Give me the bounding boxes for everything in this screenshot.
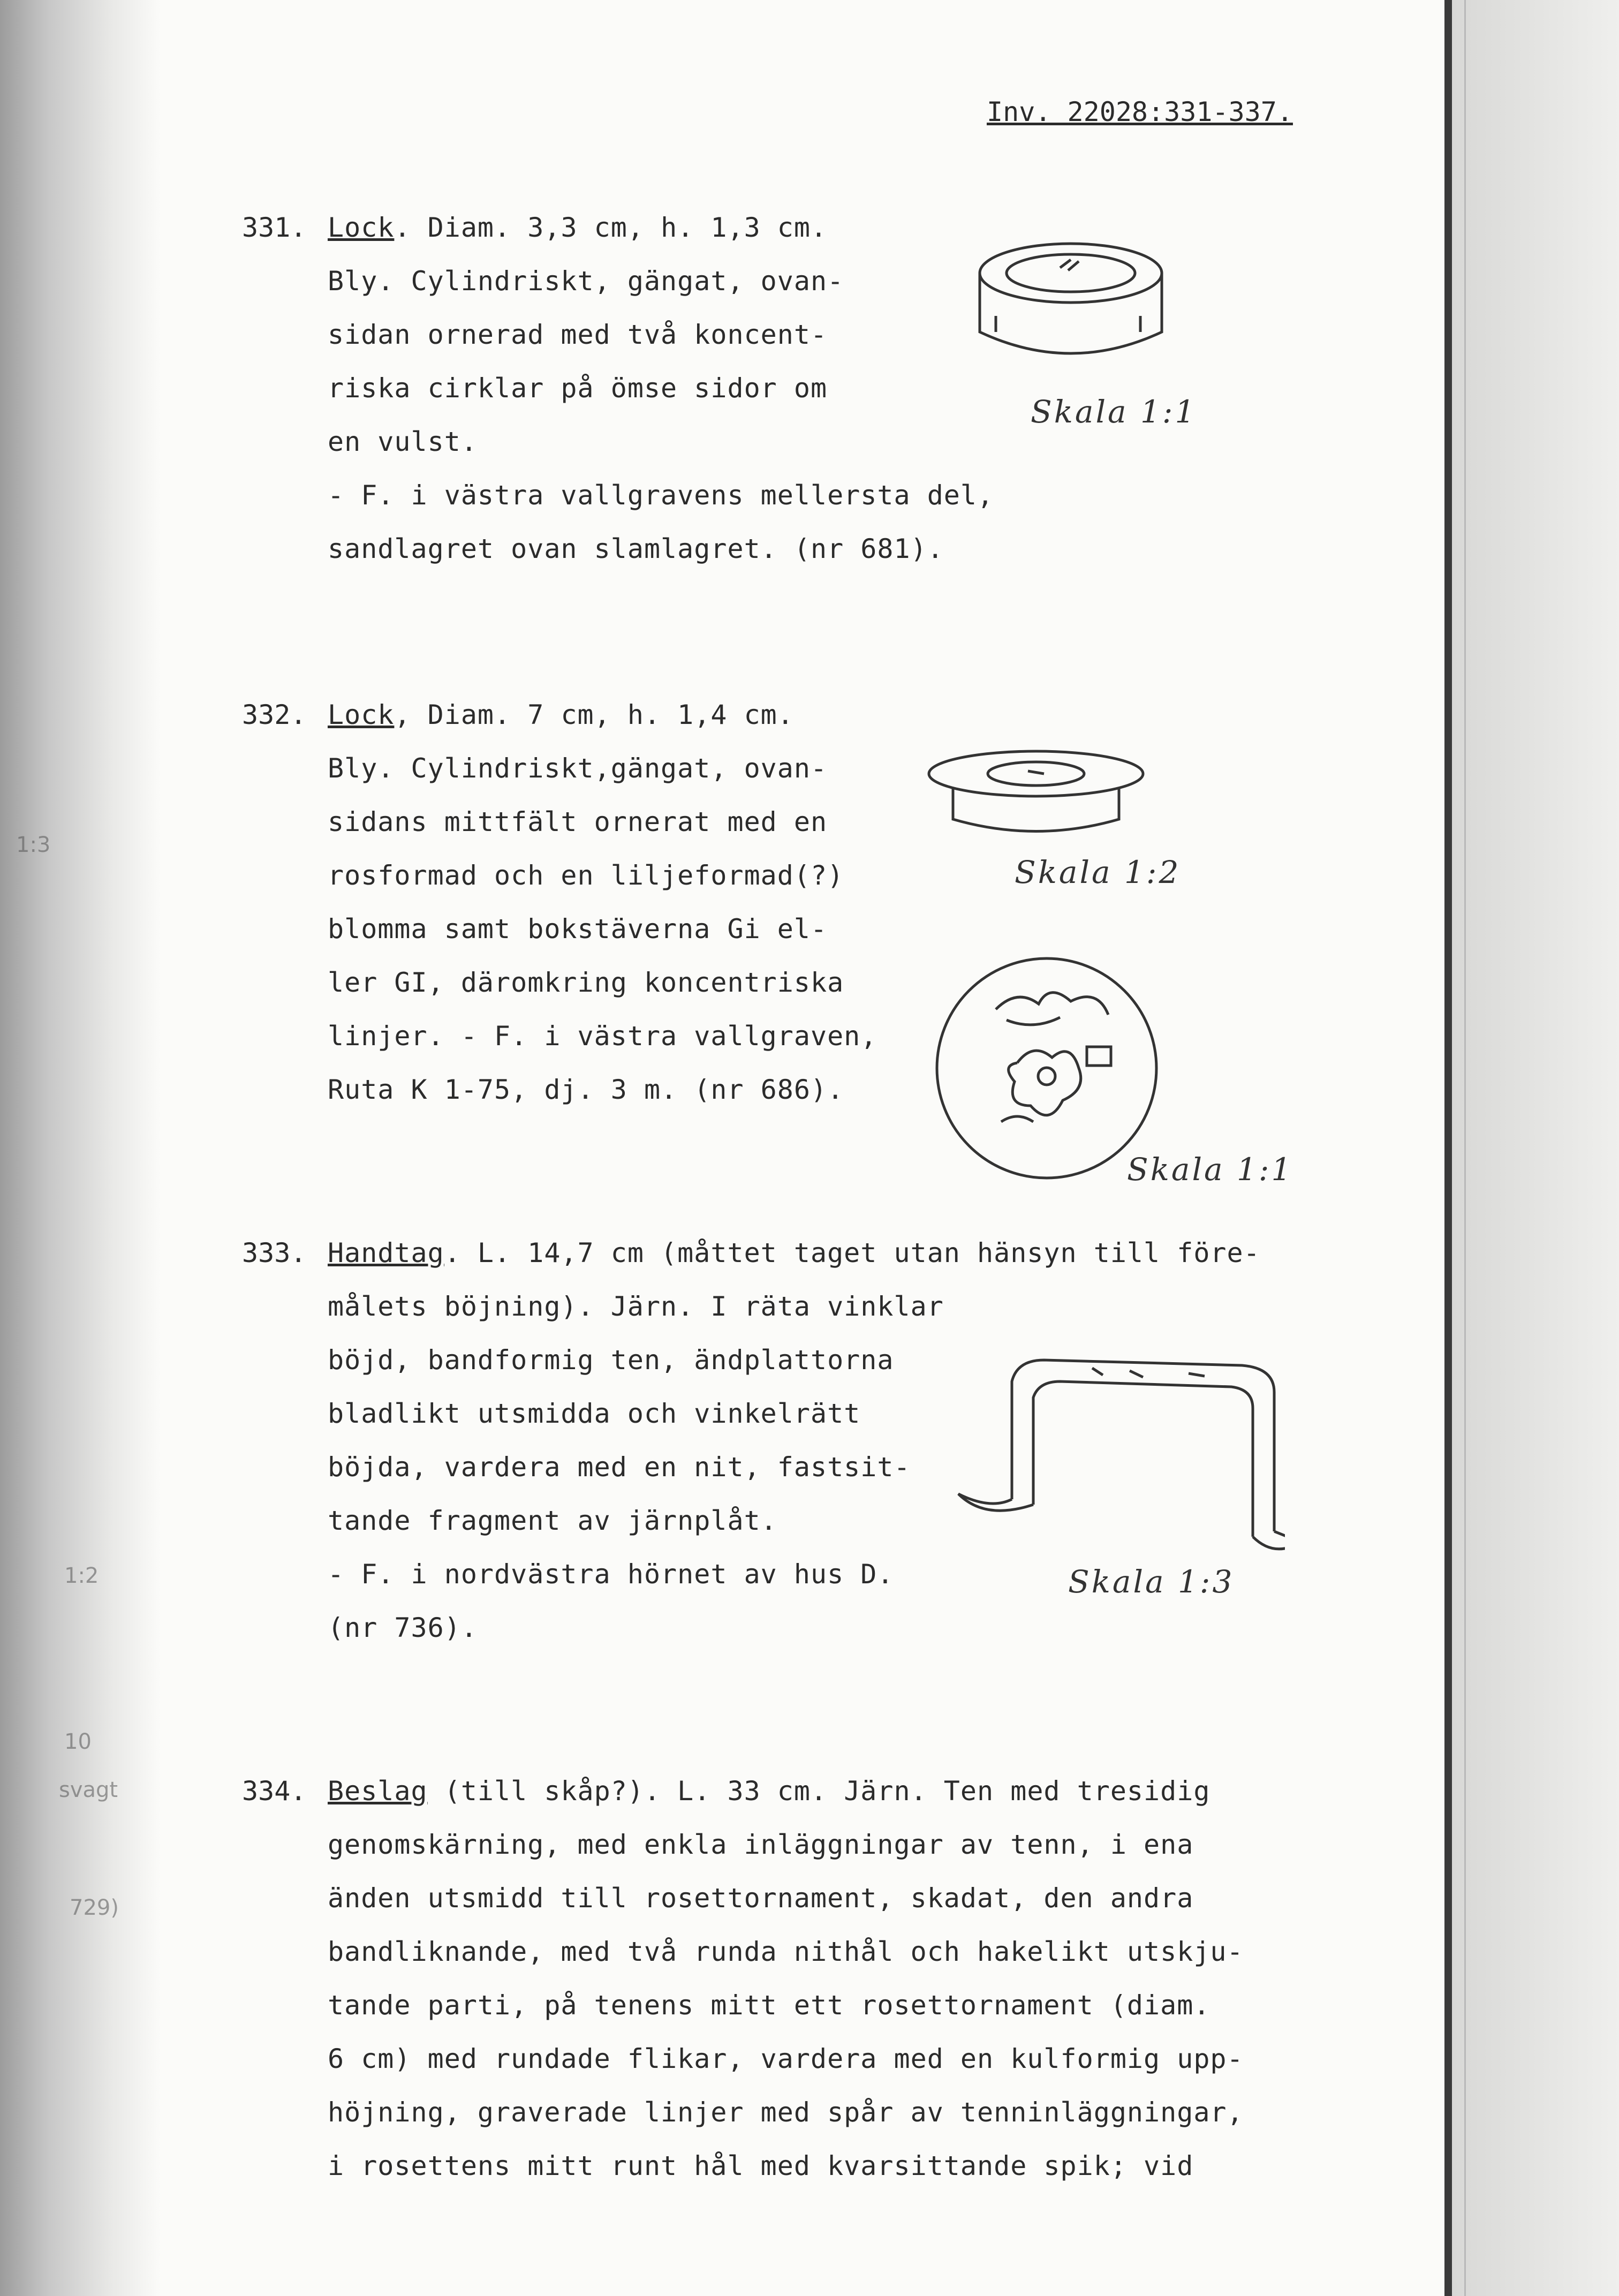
adjacent-page-line (1464, 0, 1466, 2296)
entry-line: sidans mittfält ornerat med en (328, 806, 828, 837)
margin-ghost-text: 729) (70, 1895, 119, 1920)
entry-line: böjd, bandformig ten, ändplattorna (328, 1345, 894, 1376)
entry-line: sidan ornerad med två koncent- (328, 319, 828, 350)
binding-shadow (0, 0, 161, 2296)
entry-line: bandliknande, med två runda nithål och hakelikt utskju- (328, 1936, 1244, 1967)
handle-333-drawing (953, 1349, 1285, 1564)
entry-line: Bly. Cylindriskt, gängat, ovan- (328, 266, 844, 297)
entry-line: ler GI, däromkring koncentriska (328, 967, 844, 998)
entry-line: en vulst. (328, 426, 478, 457)
entry-line: Lock, Diam. 7 cm, h. 1,4 cm. (328, 699, 794, 730)
scale-label: Skala 1:2 (1015, 854, 1181, 890)
scale-label: Skala 1:1 (1031, 394, 1197, 430)
entry-title: Lock (328, 212, 395, 243)
entry-line: höjning, graverade linjer med spår av tenninläggningar, (328, 2097, 1244, 2128)
inventory-number: Inv. 22028:331-337. (987, 96, 1293, 127)
entry-line: linjer. - F. i västra vallgraven, (328, 1021, 877, 1052)
entry-line: Handtag. L. 14,7 cm (måttet taget utan hänsyn till före- (328, 1237, 1260, 1268)
margin-ghost-text: 1:3 (16, 833, 51, 857)
margin-ghost-text: svagt (59, 1778, 118, 1802)
entry-line: sandlagret ovan slamlagret. (nr 681). (328, 533, 944, 564)
entry-title: Beslag (328, 1776, 428, 1807)
entry-line: (nr 736). (328, 1612, 478, 1643)
lid-331-drawing (964, 236, 1178, 375)
scale-label: Skala 1:3 (1068, 1564, 1235, 1600)
entry-line: blomma samt bokstäverna Gi el- (328, 913, 828, 945)
entry-line: Beslag (till skåp?). L. 33 cm. Järn. Ten med tresidig (328, 1776, 1211, 1807)
entry-line: Lock. Diam. 3,3 cm, h. 1,3 cm. (328, 212, 828, 243)
entry-number: 334. (242, 1776, 307, 1807)
lid-332-top-drawing (926, 950, 1167, 1186)
entry-line: böjda, vardera med en nit, fastsit- (328, 1452, 911, 1483)
entry-line: i rosettens mitt runt hål med kvarsittande spik; vid (328, 2150, 1194, 2181)
entry-line: bladlikt utsmidda och vinkelrätt (328, 1398, 861, 1429)
entry-line: rosformad och en liljeformad(?) (328, 860, 844, 891)
entry-number: 333. (242, 1237, 307, 1268)
entry-line: tande fragment av järnplåt. (328, 1505, 777, 1536)
entry-title: Lock (328, 699, 395, 730)
entry-line: genomskärning, med enkla inläggningar av tenn, i ena (328, 1829, 1194, 1860)
entry-number: 332. (242, 699, 307, 730)
entry-line: Ruta K 1-75, dj. 3 m. (nr 686). (328, 1074, 844, 1105)
entry-line: Bly. Cylindriskt,gängat, ovan- (328, 753, 828, 784)
entry-line: - F. i västra vallgravens mellersta del, (328, 480, 994, 511)
page-edge (1444, 0, 1452, 2296)
entry-title: Handtag (328, 1237, 444, 1268)
adjacent-page (1452, 0, 1619, 2296)
entry-line: änden utsmidd till rosettornament, skadat, den andra (328, 1883, 1194, 1914)
entry-number: 331. (242, 212, 307, 243)
margin-ghost-text: 10 (64, 1729, 92, 1754)
entry-line: 6 cm) med rundade flikar, vardera med en kulformig upp- (328, 2043, 1244, 2074)
entry-line: tande parti, på tenens mitt ett rosettornament (diam. (328, 1990, 1211, 2021)
entry-line: målets böjning). Järn. I räta vinklar (328, 1291, 944, 1322)
margin-ghost-text: 1:2 (64, 1564, 99, 1588)
entry-line: riska cirklar på ömse sidor om (328, 373, 828, 404)
entry-line: - F. i nordvästra hörnet av hus D. (328, 1559, 894, 1590)
scale-label: Skala 1:1 (1127, 1151, 1293, 1188)
lid-332-side-drawing (921, 744, 1151, 851)
